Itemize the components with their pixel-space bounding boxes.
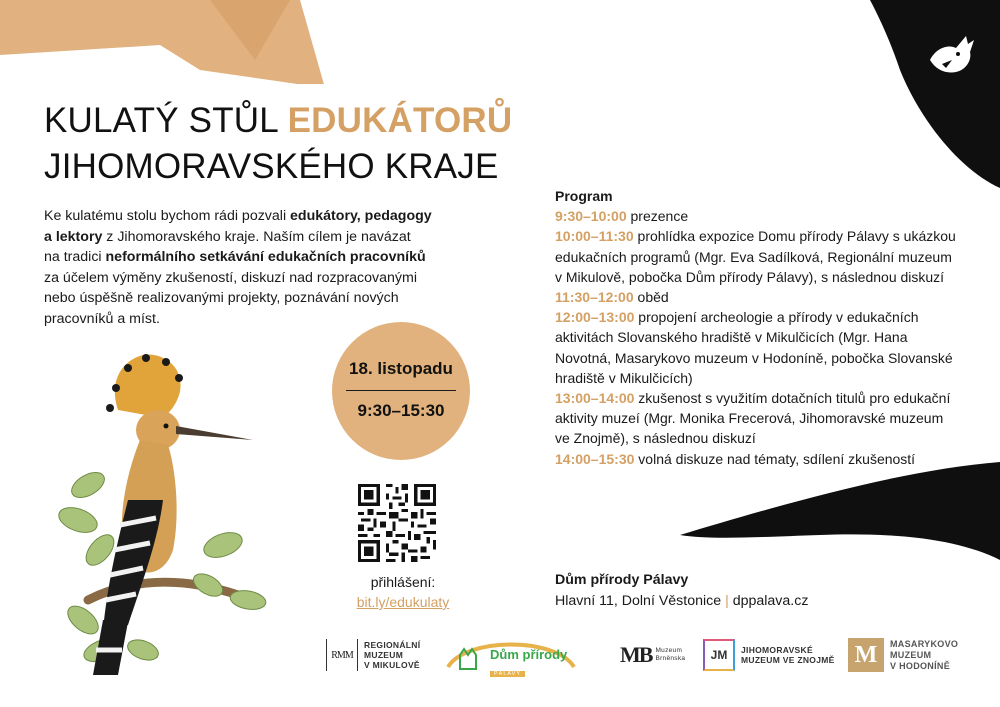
jmz-line2: MUZEUM VE ZNOJMĚ <box>741 655 835 665</box>
mb-line2: Brněnska <box>655 655 686 662</box>
title-highlight: EDUKÁTORŮ <box>287 101 513 140</box>
program-item-time: 9:30–10:00 <box>555 208 627 225</box>
title-line2: JIHOMORAVSKÉHO KRAJE <box>44 147 499 186</box>
program-item-text: edukačních programů (Mgr. Eva Sadílková, Regionální muzeum <box>555 248 952 265</box>
qr-code[interactable] <box>358 484 436 562</box>
registration-label: přihlášení: <box>370 574 436 590</box>
partner-logos <box>0 630 1000 680</box>
program-item-text: zkušenost s využitím dotačních titulů pro edukační <box>634 390 951 407</box>
contact-address-line <box>555 591 808 612</box>
program-item <box>555 206 975 226</box>
date-separator <box>346 390 456 391</box>
intro-text-2: z Jihomoravského kraje. Naším cílem je navázat <box>102 228 411 245</box>
program-item-text: oběd <box>633 289 669 306</box>
program-item-time: 14:00–15:30 <box>555 450 635 467</box>
contact-separator: | <box>725 592 729 609</box>
event-time: 9:30–15:30 <box>357 401 445 420</box>
program-heading: Program <box>555 188 613 204</box>
rmm-line1: REGIONÁLNÍ <box>364 640 421 650</box>
intro-bold-1: edukátory, pedagogy <box>290 208 432 224</box>
program-item <box>555 307 975 388</box>
black-swoosh <box>680 462 1000 560</box>
event-date: 18. listopadu <box>349 359 453 378</box>
program-item-time: 10:00–11:30 <box>555 228 634 245</box>
jmz-mark <box>703 639 735 671</box>
registration-link[interactable]: bit.ly/edukulaty <box>356 594 450 610</box>
program-item <box>555 226 975 287</box>
mmh-text <box>890 639 958 672</box>
contact-name: Dům přírody Pálavy <box>555 572 689 588</box>
jmz-line1: JIHOMORAVSKÉ <box>741 645 813 655</box>
intro-paragraph <box>44 206 484 330</box>
page-title <box>44 98 512 190</box>
program-item-time: 11:30–12:00 <box>555 289 634 306</box>
rmm-text <box>364 640 420 670</box>
program-item <box>555 388 975 449</box>
dpp-sub: PÁLAVY <box>490 671 525 677</box>
registration <box>310 572 496 612</box>
intro-text-5: nebo úspěšně realizovanými projekty, poznávání nových <box>44 290 399 307</box>
jmz-text <box>741 645 835 665</box>
intro-text-6: pracovníků a míst. <box>44 310 160 327</box>
rmm-line3: V MIKULOVĚ <box>364 660 420 670</box>
date-circle <box>332 322 470 460</box>
logo-masarykovo-muzeum-hodonin <box>848 630 958 680</box>
contact-address: Hlavní 11, Dolní Věstonice <box>555 592 726 609</box>
logo-muzeum-brnenska <box>620 630 685 680</box>
jmz-mark-text: JM <box>710 648 728 662</box>
intro-bold-3: neformálního setkávání edukačních pracovníků <box>105 249 426 266</box>
logo-dum-prirody-palavy <box>446 630 576 680</box>
mmh-line3: V HODONÍNĚ <box>890 660 951 671</box>
dpp-text <box>490 647 567 680</box>
intro-text-1: Ke kulatému stolu bychom rádi pozvali <box>44 208 291 224</box>
mb-text <box>655 647 685 663</box>
mb-line1: Muzeum <box>655 647 683 654</box>
program-item-text: Novotná, Masarykovo muzeum v Hodoníně, pobočka Slovanské <box>555 349 953 366</box>
intro-text-3: na tradici <box>44 249 106 266</box>
program-item-text: prohlídka expozice Domu přírody Pálavy s ukázkou <box>633 228 956 245</box>
intro-text-4: za účelem výměny zkušeností, diskuzí nad rozpracovanými <box>44 269 417 286</box>
program-item-text: prezence <box>626 208 689 225</box>
mmh-line2: MUZEUM <box>890 649 932 660</box>
program-item <box>555 449 975 469</box>
rmm-line2: MUZEUM <box>364 650 404 660</box>
program-item <box>555 287 975 307</box>
rmm-mark-text: RMM <box>331 649 353 661</box>
mmh-mark-text: M <box>854 641 878 668</box>
mmh-line1: MASARYKOVO <box>890 638 959 649</box>
program-item-text: hradiště v Mikulčicích) <box>555 369 693 386</box>
rmm-mark <box>326 639 358 671</box>
logo-jihomoravske-muzeum-znojmo <box>703 630 835 680</box>
hoopoe-logo-icon <box>922 30 978 80</box>
program-item-text: aktivity muzeí (Mgr. Monika Frecerová, Jihomoravské muzeum <box>555 410 944 427</box>
intro-bold-2: a lektory <box>44 228 103 245</box>
logo-regional-museum-mikulov <box>326 630 420 680</box>
program-item-text: v Mikulově, pobočka Dům přírody Pálavy), s následnou diskuzí <box>555 268 945 285</box>
program-item-text: volná diskuze nad tématy, sdílení zkušeností <box>634 450 916 467</box>
contact-web[interactable]: dppalava.cz <box>728 592 809 609</box>
program-section <box>555 186 975 469</box>
title-part1: KULATÝ STŮL <box>44 101 288 140</box>
mb-mark: MB <box>620 642 652 667</box>
black-corner-shape <box>870 0 1000 188</box>
program-item-time: 12:00–13:00 <box>555 309 635 326</box>
contact-block <box>555 570 808 611</box>
program-item-text: propojení archeologie a přírody v edukačních <box>634 309 919 326</box>
program-item-time: 13:00–14:00 <box>555 390 635 407</box>
program-item-text: ve Znojmě), s následnou diskuzí <box>555 430 756 447</box>
program-item-text: aktivitách Slovanského hradiště v Mikulčicích (Mgr. Hana <box>555 329 908 346</box>
dpp-name: Dům přírody <box>490 647 568 662</box>
mmh-mark <box>848 638 884 672</box>
